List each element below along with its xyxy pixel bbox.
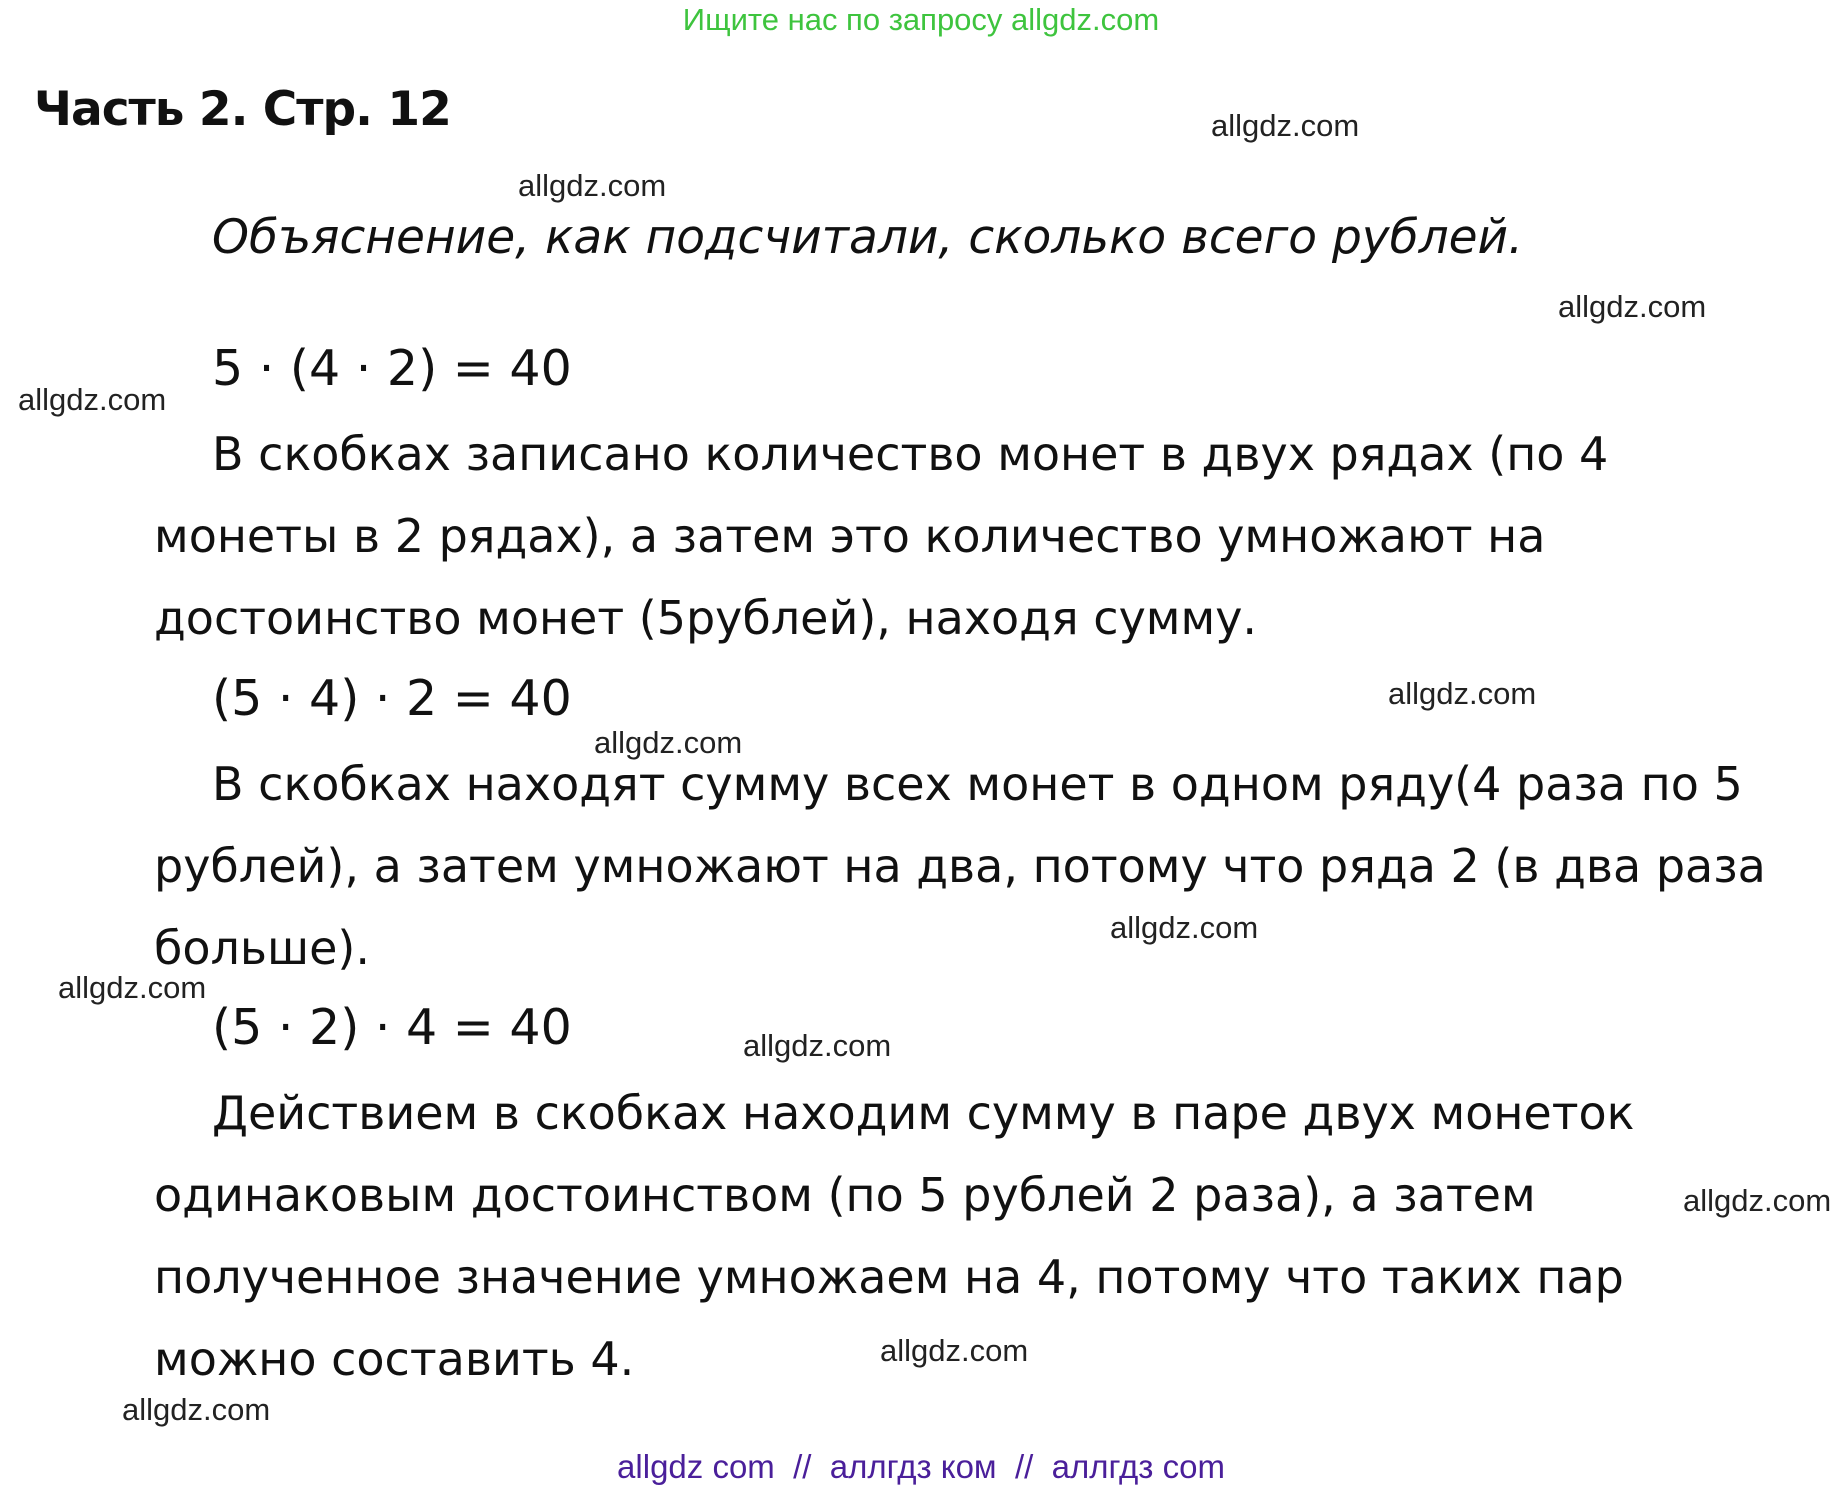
explanation-subtitle: Объяснение, как подсчитали, сколько всего рублей. (212, 210, 1524, 265)
explanation-paragraph-1: В скобках записано количество монет в двух рядах (по 4 монеты в 2 рядах), а затем это количество умножают на достоинство монет (5рублей), находя сумму. (154, 427, 1609, 645)
formula-2: (5 · 4) · 2 = 40 (212, 670, 572, 727)
watermark: allgdz.com (518, 168, 667, 203)
watermark: allgdz.com (1683, 1183, 1832, 1218)
watermark: allgdz.com (58, 970, 207, 1005)
page-title: Часть 2. Стр. 12 (34, 82, 451, 137)
formula-1: 5 · (4 · 2) = 40 (212, 340, 572, 397)
watermark: allgdz.com (1110, 910, 1259, 945)
explanation-paragraph-3: Действием в скобках находим сумму в паре двух монеток одинаковым достоинством (по 5 рублей 2 раза), а затем полученное значение умножаем на 4, потому что таких пар можно составить 4. (154, 1086, 1635, 1386)
watermark: allgdz.com (1558, 289, 1707, 324)
watermark: allgdz.com (1388, 676, 1537, 711)
explanation-paragraph-2: В скобках находят сумму всех монет в одном ряду(4 раза по 5 рублей), а затем умножают на два, потому что ряда 2 (в два раза больше). (154, 757, 1766, 975)
watermark: allgdz.com (880, 1333, 1029, 1368)
footer-watermark: allgdz com // аллгдз ком // аллгдз com (617, 1448, 1225, 1485)
top-banner: Ищите нас по запросу allgdz.com (682, 2, 1160, 37)
watermark: allgdz.com (1211, 108, 1360, 143)
watermark: allgdz.com (18, 382, 167, 417)
watermark: allgdz.com (594, 725, 743, 760)
watermark: allgdz.com (122, 1392, 271, 1427)
watermark: allgdz.com (743, 1028, 892, 1063)
formula-3: (5 · 2) · 4 = 40 (212, 999, 572, 1056)
